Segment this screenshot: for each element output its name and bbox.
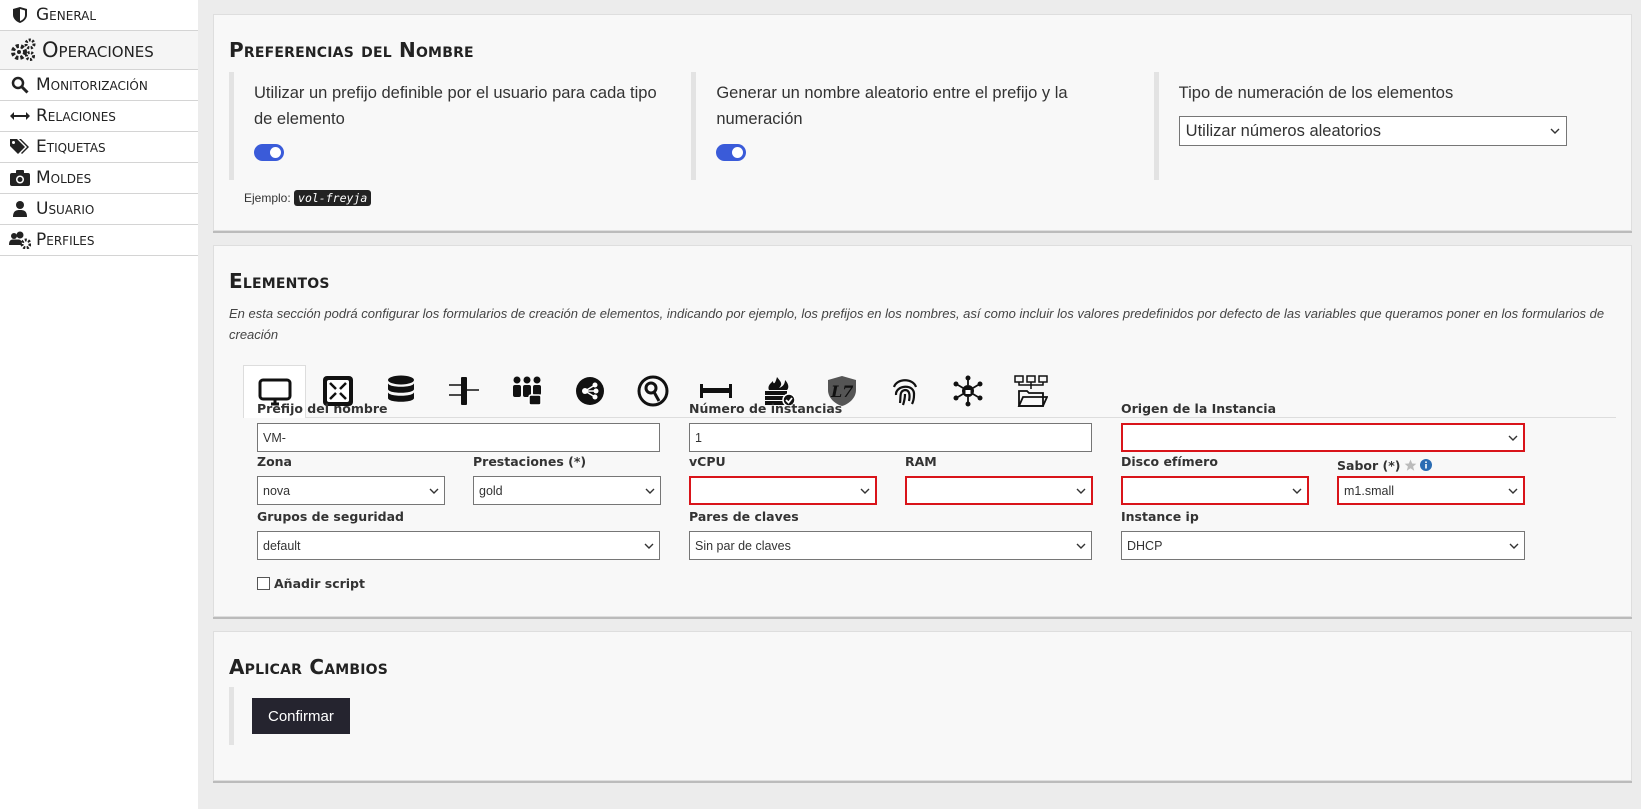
sidebar-item-etiquetas[interactable] bbox=[0, 132, 198, 163]
chevron-down-icon bbox=[1076, 486, 1086, 496]
option-numbering bbox=[1154, 72, 1616, 180]
field-flavor bbox=[1337, 454, 1525, 505]
chevron-down-icon bbox=[860, 486, 870, 496]
vcpu-select[interactable] bbox=[689, 476, 877, 505]
field-label: Instance ip bbox=[1121, 509, 1199, 524]
example-value: vol-freyja bbox=[294, 190, 371, 206]
field-ip bbox=[1121, 509, 1525, 560]
sidebar-item-moldes[interactable] bbox=[0, 163, 198, 194]
name-preferences-panel bbox=[213, 14, 1632, 231]
sidebar-item-usuario[interactable] bbox=[0, 194, 198, 225]
option-user-prefix bbox=[229, 72, 691, 180]
sidebar-item-monitorizacion[interactable] bbox=[0, 70, 198, 101]
users-cog-icon bbox=[9, 230, 31, 250]
option-random-name bbox=[691, 72, 1153, 180]
chevron-down-icon bbox=[1292, 486, 1302, 496]
panel-title: Aplicar Cambios bbox=[229, 655, 389, 679]
keys-select[interactable] bbox=[689, 531, 1092, 560]
zone-select[interactable] bbox=[257, 476, 445, 505]
arrows-h-icon bbox=[9, 106, 31, 126]
chevron-down-icon bbox=[1509, 541, 1519, 551]
sidebar-item-relaciones[interactable] bbox=[0, 101, 198, 132]
sidebar-item-label: Moldes bbox=[36, 168, 92, 188]
panel-title: Elementos bbox=[229, 269, 330, 293]
apply-changes-panel bbox=[213, 631, 1632, 781]
field-vcpu bbox=[689, 454, 877, 505]
field-label: Grupos de seguridad bbox=[257, 509, 404, 524]
field-secgroups bbox=[257, 509, 660, 560]
add-script-label: Añadir script bbox=[274, 576, 365, 591]
chevron-down-icon bbox=[644, 541, 654, 551]
flavor-label-text: Sabor (*) bbox=[1337, 457, 1401, 473]
field-label: Número de instancias bbox=[689, 401, 843, 416]
field-label: Prefijo del nombre bbox=[257, 401, 388, 416]
field-ram bbox=[905, 454, 1093, 505]
chevron-down-icon bbox=[429, 486, 439, 496]
elements-description: En esta sección podrá configurar los formularios de creación de elementos, indicando por ejemplo, los prefijos en los nombres, así como incluir los valores predefinidos por defecto de las variables que queramos poner en los formularios de creación bbox=[229, 306, 1605, 342]
confirm-button[interactable]: Confirmar bbox=[252, 698, 350, 734]
option-label: Tipo de numeración de los elementos bbox=[1178, 84, 1454, 102]
disk-select[interactable] bbox=[1121, 476, 1309, 505]
example-line bbox=[244, 191, 371, 205]
sidebar-item-label: Perfiles bbox=[36, 230, 95, 250]
chevron-down-icon bbox=[1076, 541, 1086, 551]
field-origin bbox=[1121, 401, 1525, 452]
chevron-down-icon bbox=[1508, 433, 1518, 443]
ram-select[interactable] bbox=[905, 476, 1093, 505]
elements-panel bbox=[213, 245, 1632, 617]
gears-icon bbox=[9, 40, 37, 60]
input-value: VM- bbox=[263, 430, 286, 445]
sidebar-item-label: Operaciones bbox=[42, 38, 154, 62]
tags-icon bbox=[9, 137, 31, 157]
camera-icon bbox=[9, 168, 31, 188]
prefix-input[interactable] bbox=[257, 423, 660, 452]
user-icon bbox=[9, 199, 31, 219]
add-script-checkbox-row[interactable] bbox=[257, 576, 365, 591]
add-script-checkbox[interactable] bbox=[257, 577, 270, 590]
option-label: Generar un nombre aleatorio entre el prefijo y la numeración bbox=[716, 84, 1068, 128]
sidebar-item-label: Usuario bbox=[36, 199, 95, 219]
field-label: vCPU bbox=[689, 454, 726, 469]
sidebar-item-label: Etiquetas bbox=[36, 137, 106, 157]
star-icon[interactable] bbox=[1404, 459, 1417, 472]
chevron-down-icon bbox=[1550, 126, 1560, 136]
select-value: Sin par de claves bbox=[695, 538, 791, 553]
select-value: default bbox=[263, 538, 301, 553]
perf-select[interactable] bbox=[473, 476, 661, 505]
info-icon[interactable] bbox=[1420, 459, 1432, 471]
option-label: Utilizar un prefijo definible por el usuario para cada tipo de elemento bbox=[254, 84, 657, 128]
sidebar-item-label: Monitorización bbox=[36, 75, 148, 95]
search-icon bbox=[9, 75, 31, 95]
input-value: 1 bbox=[695, 430, 702, 445]
sidebar-item-label: Relaciones bbox=[36, 106, 116, 126]
numbering-select[interactable] bbox=[1179, 116, 1567, 146]
user-prefix-toggle[interactable] bbox=[254, 144, 284, 161]
field-label: RAM bbox=[905, 454, 937, 469]
field-label: Origen de la Instancia bbox=[1121, 401, 1277, 416]
field-label: Pares de claves bbox=[689, 509, 799, 524]
select-value: nova bbox=[263, 483, 291, 498]
sidebar-item-operaciones[interactable] bbox=[0, 31, 198, 70]
sidebar-item-label: General bbox=[36, 5, 97, 25]
apply-box bbox=[229, 687, 350, 745]
svg-text:L7: L7 bbox=[830, 382, 853, 401]
field-keys bbox=[689, 509, 1092, 560]
field-label: Zona bbox=[257, 454, 292, 469]
field-label: Prestaciones (*) bbox=[473, 454, 587, 469]
chevron-down-icon bbox=[645, 486, 655, 496]
shield-icon bbox=[9, 5, 31, 25]
ip-select[interactable] bbox=[1121, 531, 1525, 560]
bar-icon bbox=[700, 384, 732, 398]
field-perf bbox=[473, 454, 661, 505]
field-label bbox=[1337, 454, 1525, 476]
select-value: m1.small bbox=[1344, 483, 1395, 498]
field-prefix bbox=[257, 401, 660, 452]
select-value: DHCP bbox=[1127, 538, 1163, 553]
field-label: Disco efímero bbox=[1121, 454, 1218, 469]
example-label: Ejemplo: bbox=[244, 191, 291, 205]
panel-title: Preferencias del Nombre bbox=[229, 38, 474, 62]
flavor-select[interactable] bbox=[1337, 476, 1525, 505]
main-content bbox=[213, 14, 1632, 795]
sidebar-item-general[interactable] bbox=[0, 0, 198, 31]
field-disk bbox=[1121, 454, 1309, 505]
field-instances bbox=[689, 401, 1092, 452]
select-value: Utilizar números aleatorios bbox=[1185, 122, 1381, 140]
secgroups-select[interactable] bbox=[257, 531, 660, 560]
sidebar bbox=[0, 0, 198, 809]
sidebar-item-perfiles[interactable] bbox=[0, 225, 198, 256]
random-name-toggle[interactable] bbox=[716, 144, 746, 161]
select-value: gold bbox=[479, 483, 503, 498]
field-zone bbox=[257, 454, 445, 505]
chevron-down-icon bbox=[1508, 486, 1518, 496]
origin-select[interactable] bbox=[1121, 423, 1525, 452]
instances-input[interactable] bbox=[689, 423, 1092, 452]
